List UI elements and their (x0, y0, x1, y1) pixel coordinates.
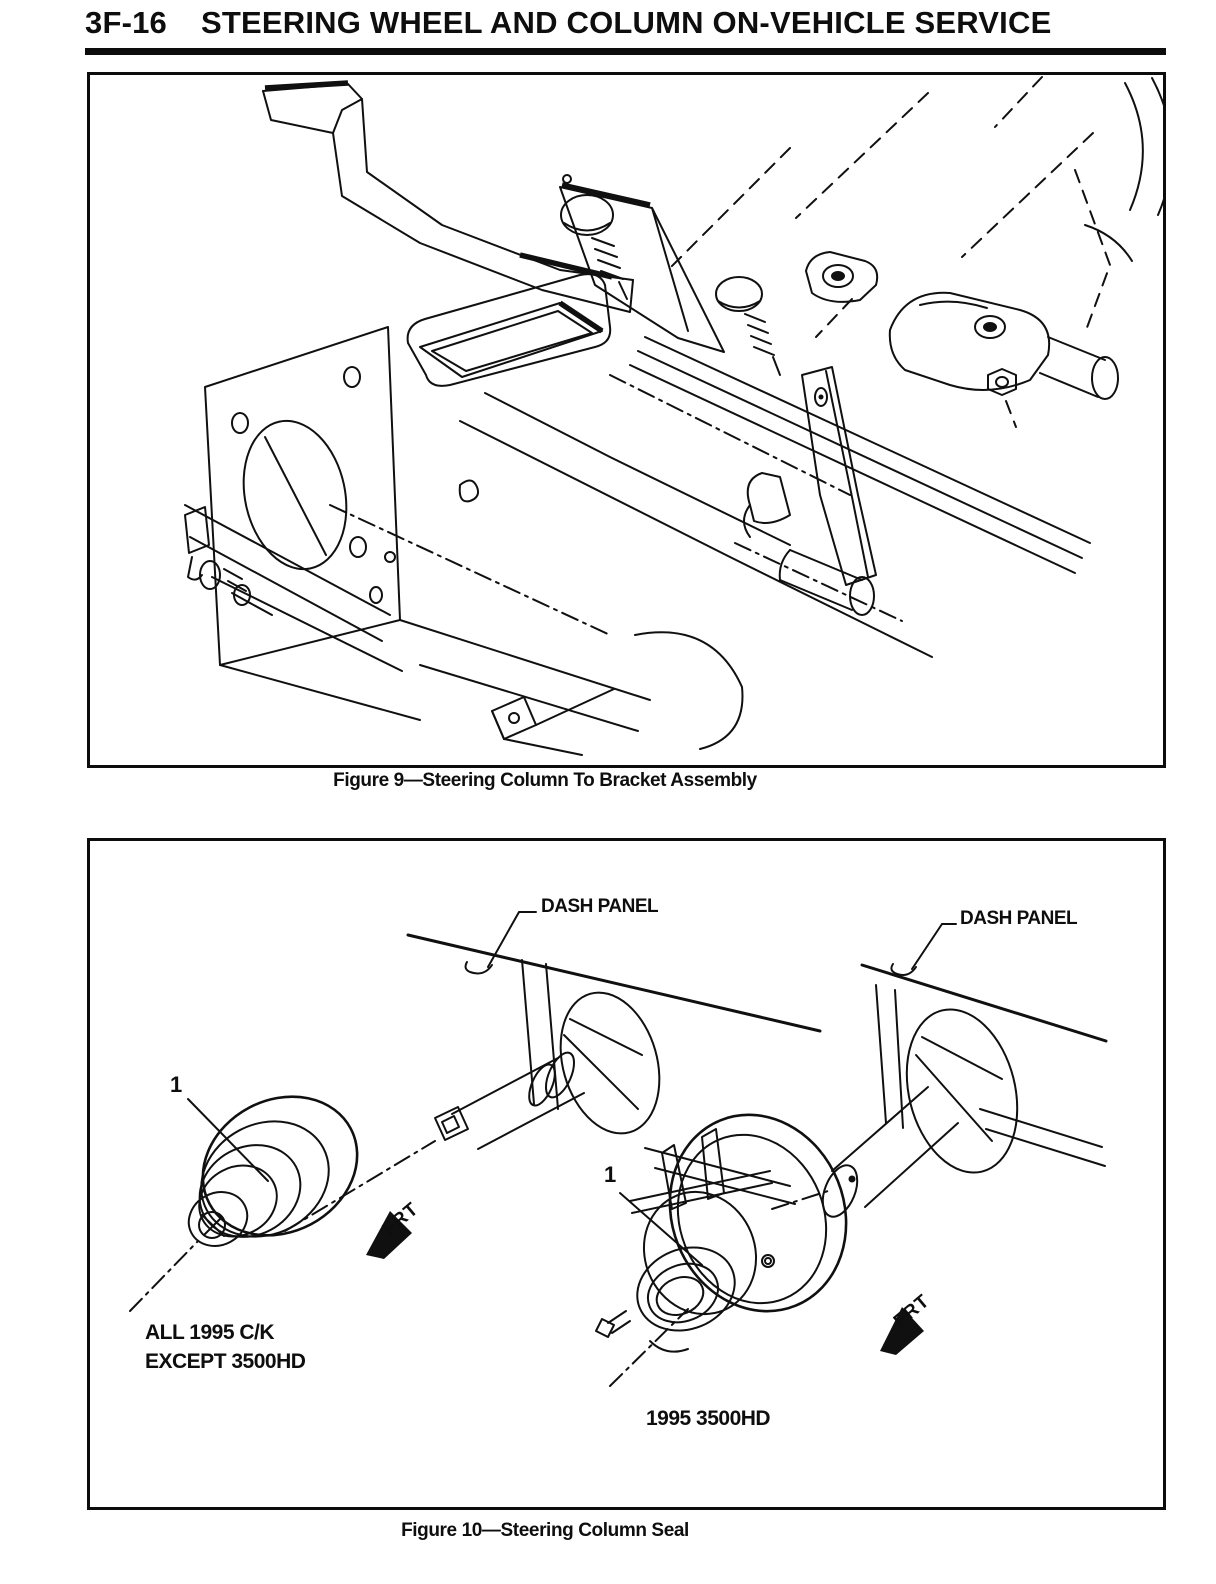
right-seal (596, 1088, 875, 1386)
clamp-large (890, 170, 1118, 399)
stub-shaft (400, 620, 742, 755)
page-title: STEERING WHEEL AND COLUMN ON-VEHICLE SERVICE (200, 5, 1052, 40)
clamp-small (806, 252, 877, 302)
figure10-caption: Figure 10—Steering Column Seal (401, 1520, 689, 1541)
left-frt-label: FRT (378, 1198, 423, 1241)
left-callout-1: 1 (170, 1072, 183, 1097)
page-code: 3F-16 (85, 5, 167, 40)
right-shaft (772, 1087, 958, 1222)
figure9-frame (87, 72, 1166, 768)
page-header (85, 5, 1051, 41)
left-dash-panel-label: DASH PANEL (541, 896, 659, 917)
right-callout-1: 1 (604, 1162, 617, 1187)
lower-cylinder (735, 543, 902, 621)
left-variant-line1: ALL 1995 C/K (145, 1321, 274, 1344)
left-variant-label (145, 1318, 305, 1376)
alignment-dashes (667, 77, 1093, 337)
right-dash-panel-label: DASH PANEL (960, 908, 1078, 929)
gasket-opening (408, 274, 611, 386)
left-variant-line2: EXCEPT 3500HD (145, 1350, 306, 1373)
spring-bolt-2 (716, 277, 780, 375)
figure10-drawing (90, 841, 1163, 1507)
left-dash-panel (408, 912, 820, 1204)
bracket-arm (263, 83, 633, 312)
header-rule (85, 48, 1166, 55)
left-shaft (285, 1049, 584, 1231)
mount-nut (988, 369, 1016, 427)
figure10-frame (87, 838, 1166, 1510)
lower-left-detail (185, 480, 478, 720)
edge-curves-right (1085, 78, 1163, 261)
right-dash-panel (862, 924, 1106, 1184)
right-frt-label: FRT (889, 1290, 934, 1333)
bracket-block (185, 327, 400, 665)
right-variant-label: 1995 3500HD (646, 1407, 771, 1430)
left-seal (130, 1070, 382, 1311)
figure9-drawing (90, 75, 1163, 765)
figure9-caption: Figure 9—Steering Column To Bracket Assembly (333, 770, 757, 791)
